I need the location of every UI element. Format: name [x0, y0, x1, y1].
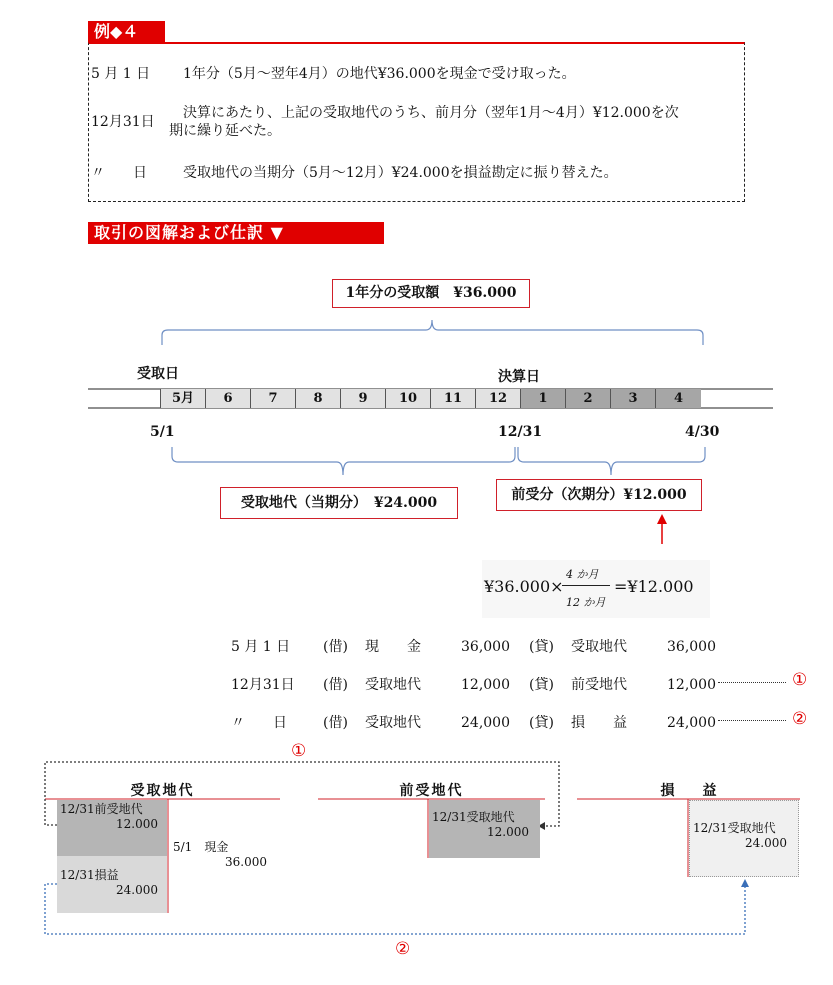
month-cell: 1 [521, 389, 566, 408]
entry-desc: 12/31損益 [60, 868, 119, 882]
total-brace [162, 320, 703, 345]
entry-desc: 12/31受取地代 [693, 821, 776, 835]
entry-desc: 12/31前受地代 [60, 802, 143, 816]
current-brace [172, 447, 515, 475]
formula-bar [562, 585, 610, 586]
month-cell: 5月 [161, 389, 206, 408]
example-text-2b: 期に繰り延べた。 [169, 123, 281, 139]
journal-date: 〃 日 [231, 715, 287, 731]
leader-2 [718, 720, 786, 721]
journal-date: 5 月 1 日 [231, 639, 291, 655]
journal-cr: (貸) [529, 639, 554, 655]
example-date-1: 5 月 1 日 [91, 66, 151, 82]
formula-numerator: 4 か月 [566, 568, 599, 581]
month-cell: 11 [431, 389, 476, 408]
total-amount-box: 1年分の受取額 ¥36.000 [332, 279, 530, 308]
journal-dr-account: 現 金 [365, 639, 421, 655]
example-date-3: 〃 日 [91, 165, 147, 181]
month-cell: 7 [251, 389, 296, 408]
ledger-mark-1: ① [291, 741, 307, 761]
example-tag: 例◆４ [88, 21, 165, 43]
section-tag: 取引の図解および仕訳 ▼ [88, 222, 384, 244]
journal-cr-account: 受取地代 [571, 639, 627, 655]
settle-day-label: 決算日 [498, 369, 540, 385]
ledger-title-rent: 受取地代 [130, 783, 195, 799]
receive-day-label: 受取日 [137, 366, 179, 382]
next-period-box: 前受分（次期分）¥12.000 [496, 479, 702, 511]
month-strip [160, 389, 701, 408]
month-cell: 12 [476, 389, 521, 408]
journal-dr: (借) [323, 639, 348, 655]
journal-dr-account: 受取地代 [365, 677, 421, 693]
journal-cr-amount: 36,000 [667, 639, 716, 655]
example-text-3: 受取地代の当期分（5月～12月）¥24.000を損益勘定に振り替えた。 [183, 165, 618, 181]
journal-row [231, 636, 716, 656]
entry-amount: 12.000 [116, 817, 158, 831]
journal-cr: (貸) [529, 715, 554, 731]
entry-amount: 24.000 [116, 883, 158, 897]
entry-amount: 12.000 [487, 825, 529, 839]
ledger-mark-2: ② [395, 939, 411, 959]
journal-cr-amount: 24,000 [667, 715, 716, 731]
entry-amount: 36.000 [225, 855, 267, 869]
journal-row [231, 712, 716, 732]
date-start: 5/1 [150, 424, 175, 440]
mark-2: ② [792, 709, 808, 729]
ledger-pl-credit [689, 800, 799, 877]
month-cell: 4 [656, 389, 701, 408]
journal-row [231, 674, 716, 694]
formula-right: =¥12.000 [614, 577, 694, 596]
journal-dr-account: 受取地代 [365, 715, 421, 731]
ledger-title-pl: 損 益 [660, 783, 717, 799]
journal-dr: (借) [323, 715, 348, 731]
journal-date: 12月31日 [231, 677, 295, 693]
ledger-unearned-credit [429, 800, 540, 858]
journal-cr: (貸) [529, 677, 554, 693]
journal-dr: (借) [323, 677, 348, 693]
month-cell: 8 [296, 389, 341, 408]
date-mid: 12/31 [498, 424, 543, 440]
ledger-rent-credit [170, 838, 280, 872]
entry-amount: 24.000 [745, 836, 787, 850]
example-text-2: 決算にあたり、上記の受取地代のうち、前月分（翌年1月～4月）¥12.000を次 [183, 105, 679, 121]
formula [482, 560, 710, 618]
journal-cr-amount: 12,000 [667, 677, 716, 693]
leader-1 [718, 682, 786, 683]
entry-desc: 5/1 現金 [173, 840, 229, 854]
month-cell: 3 [611, 389, 656, 408]
formula-left: ¥36.000× [484, 577, 564, 596]
formula-denominator: 12 か月 [566, 596, 606, 609]
journal-dr-amount: 36,000 [461, 639, 510, 655]
example-date-2: 12月31日 [91, 114, 155, 130]
month-cell: 9 [341, 389, 386, 408]
ledger-rent-debit-1 [57, 800, 167, 856]
journal-dr-amount: 24,000 [461, 715, 510, 731]
date-end: 4/30 [685, 424, 720, 440]
current-period-box: 受取地代（当期分） ¥24.000 [220, 487, 458, 519]
month-cell: 6 [206, 389, 251, 408]
month-cell: 2 [566, 389, 611, 408]
next-brace [518, 447, 705, 475]
ledger-title-unearned: 前受地代 [399, 783, 464, 799]
journal-dr-amount: 12,000 [461, 677, 510, 693]
journal-cr-account: 前受地代 [571, 677, 627, 693]
ledger-rent-debit-2 [57, 856, 167, 913]
journal-cr-account: 損 益 [571, 715, 627, 731]
month-cell: 10 [386, 389, 431, 408]
example-text-1: 1年分（5月～翌年4月）の地代¥36.000を現金で受け取った。 [183, 66, 576, 82]
mark-1: ① [792, 670, 808, 690]
entry-desc: 12/31受取地代 [432, 810, 515, 824]
